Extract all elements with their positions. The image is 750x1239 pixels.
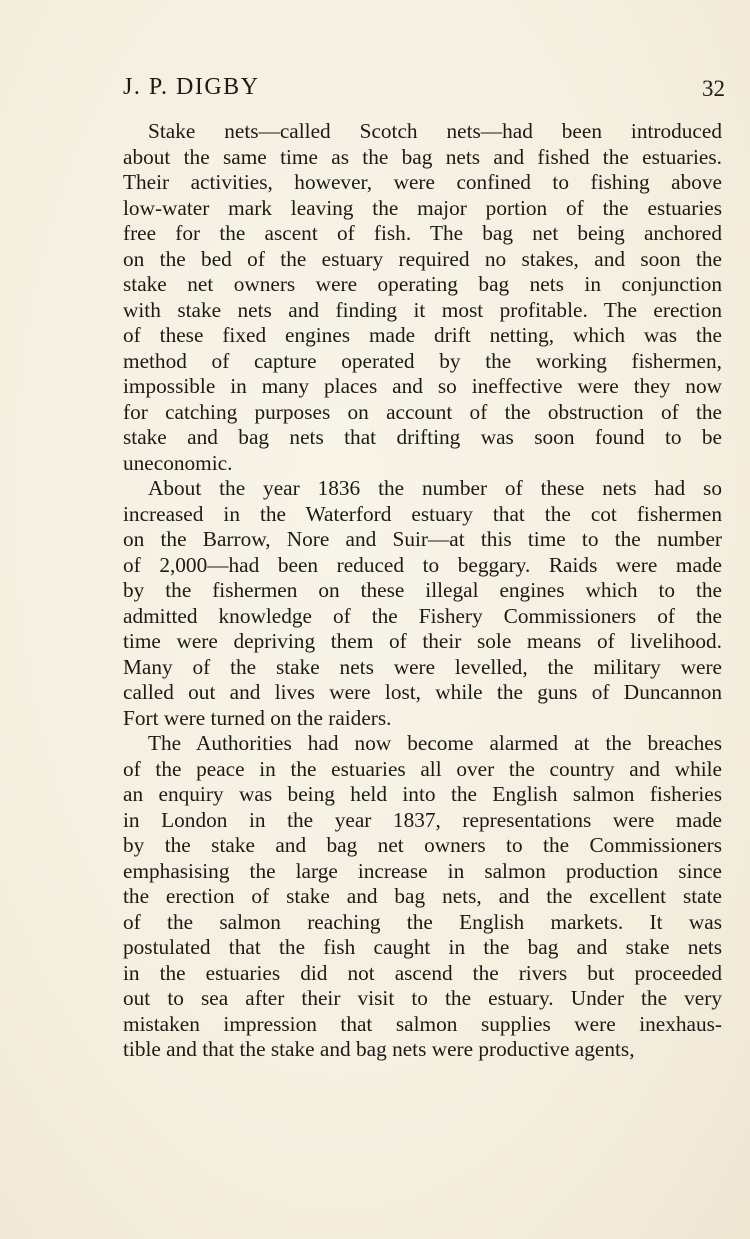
- text-line: of 2,000—had been reduced to beggary. Raids were made: [123, 552, 722, 577]
- paragraph: [123, 731, 722, 1063]
- text-line: postulated that the fish caught in the bag and stake nets: [123, 935, 722, 959]
- text-line: admitted knowledge of the Fishery Commissioners of the: [123, 603, 722, 628]
- text-line: stake and bag nets that drifting was soon found to be: [123, 425, 722, 449]
- text-line: of the peace in the estuaries all over the country and while: [123, 756, 722, 781]
- text-line: About the year 1836 the number of these nets had so: [148, 476, 722, 500]
- text-line: for catching purposes on account of the obstruction of the: [123, 399, 722, 424]
- text-line: stake net owners were operating bag nets in conjunction: [123, 272, 722, 296]
- text-line: on the bed of the estuary required no stakes, and soon the: [123, 246, 722, 271]
- text-line: called out and lives were lost, while the guns of Duncannon: [123, 680, 722, 704]
- text-line: of the salmon reaching the English markets. It was: [123, 909, 722, 934]
- text-line: on the Barrow, Nore and Suir—at this time to the number: [123, 527, 722, 551]
- text-line: the erection of stake and bag nets, and the excellent state: [123, 884, 722, 908]
- text-line: about the same time as the bag nets and fished the estuaries.: [123, 144, 722, 169]
- text-line: The Authorities had now become alarmed at the breaches: [148, 731, 722, 755]
- text-line: low-water mark leaving the major portion of the estuaries: [123, 195, 722, 220]
- text-line: an enquiry was being held into the English salmon fisheries: [123, 782, 722, 806]
- text-line: impossible in many places and so ineffective were they now: [123, 374, 722, 398]
- paragraph: [123, 119, 722, 476]
- text-line: out to sea after their visit to the estuary. Under the very: [123, 986, 722, 1010]
- text-line: in London in the year 1837, representations were made: [123, 807, 722, 832]
- text-line: of these fixed engines made drift netting, which was the: [123, 323, 722, 347]
- text-line: increased in the Waterford estuary that the cot fishermen: [123, 501, 722, 526]
- text-line: time were depriving them of their sole means of livelihood.: [123, 629, 722, 653]
- text-line: mistaken impression that salmon supplies were inexhaus-: [123, 1011, 722, 1036]
- running-head: J. P. DIGBY: [123, 74, 260, 100]
- paragraph: [123, 476, 722, 731]
- text-line: with stake nets and finding it most profitable. The erection: [123, 297, 722, 322]
- text-line: free for the ascent of fish. The bag net being anchored: [123, 221, 722, 245]
- text-line: Stake nets—called Scotch nets—had been introduced: [148, 119, 722, 143]
- text-line: method of capture operated by the working fishermen,: [123, 348, 722, 373]
- page-number: 32: [702, 76, 725, 101]
- text-line: by the stake and bag net owners to the Commissioners: [123, 833, 722, 857]
- text-line: in the estuaries did not ascend the rivers but proceeded: [123, 960, 722, 985]
- body-text: [123, 119, 722, 1063]
- text-line: Many of the stake nets were levelled, the military were: [123, 654, 722, 679]
- text-line: emphasising the large increase in salmon production since: [123, 858, 722, 883]
- text-line: tible and that the stake and bag nets were productive agents,: [123, 1037, 635, 1061]
- page-header: [123, 74, 725, 110]
- text-line: Fort were turned on the raiders.: [123, 705, 392, 730]
- text-line: Their activities, however, were confined to fishing above: [123, 170, 722, 194]
- text-line: by the fishermen on these illegal engines which to the: [123, 578, 722, 602]
- text-line: uneconomic.: [123, 450, 233, 475]
